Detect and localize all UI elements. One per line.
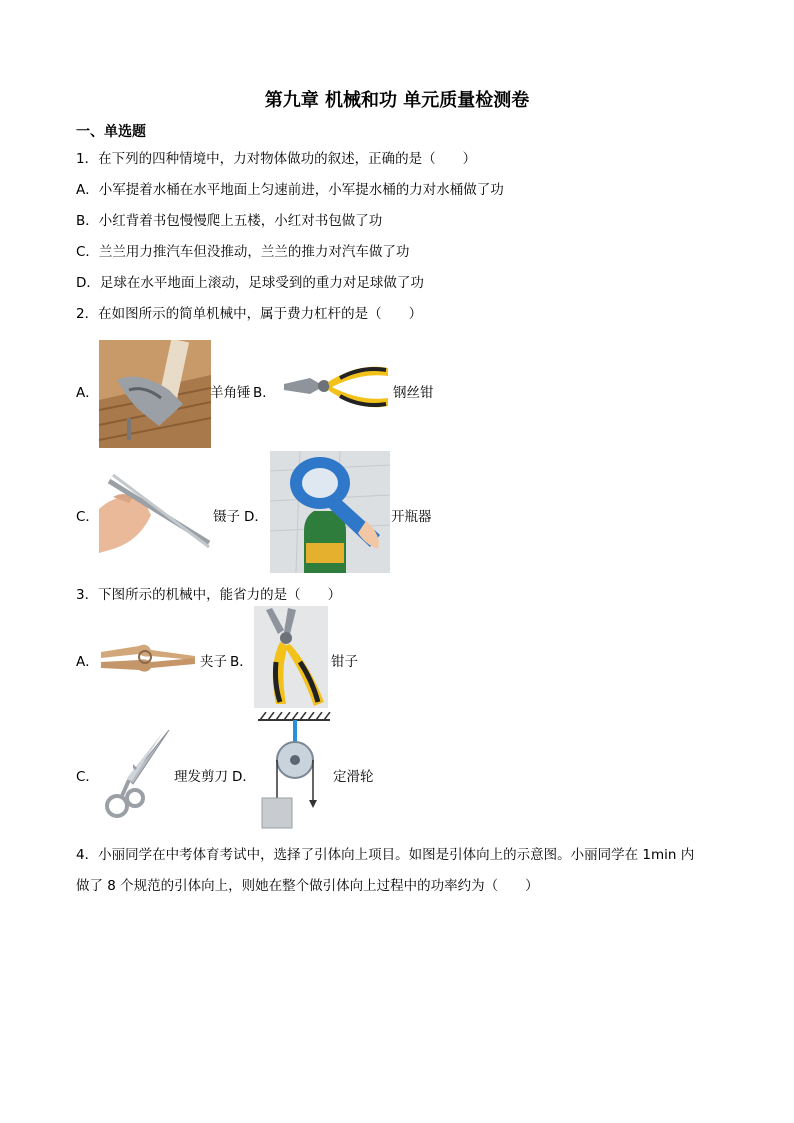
section-heading: 一、单选题	[76, 124, 146, 140]
clothespin-icon	[99, 638, 197, 676]
q2-option-d-name: 开瓶器	[391, 509, 432, 525]
pliers-icon	[280, 356, 392, 418]
q3-option-d-label[interactable]: D．	[232, 769, 256, 785]
q4-stem-line1: 4．小丽同学在中考体育考试中，选择了引体向上项目。如图是引体向上的示意图。小丽同学在 1min 内	[76, 847, 695, 863]
q1-option-b[interactable]: B．小红背着书包慢慢爬上五楼，小红对书包做了功	[76, 213, 383, 229]
q3-option-a-label[interactable]: A．	[76, 654, 99, 670]
q1-stem: 1．在下列的四种情境中，力对物体做功的叙述，正确的是（ ）	[76, 151, 477, 167]
scissors-icon	[99, 728, 171, 824]
q2-option-c-name: 镊子	[213, 509, 240, 525]
q2-option-b-label[interactable]: B．	[253, 385, 276, 401]
q3-option-c-name: 理发剪刀	[174, 769, 228, 785]
q4-stem-line2: 做了 8 个规范的引体向上，则她在整个做引体向上过程中的功率约为（ ）	[76, 878, 539, 894]
q1-option-a[interactable]: A．小军提着水桶在水平地面上匀速前进，小军提水桶的力对水桶做了功	[76, 182, 504, 198]
q2-stem: 2．在如图所示的简单机械中，属于费力杠杆的是（ ）	[76, 306, 423, 322]
q1-option-c[interactable]: C．兰兰用力推汽车但没推动，兰兰的推力对汽车做了功	[76, 244, 410, 260]
q3-option-c-label[interactable]: C．	[76, 769, 99, 785]
q3-option-a-name: 夹子	[200, 654, 227, 670]
pliers-icon	[254, 606, 328, 708]
tweezers-icon	[99, 469, 211, 557]
q2-option-d-label[interactable]: D．	[244, 509, 268, 525]
q2-option-b-name: 钢丝钳	[393, 385, 434, 401]
page-title: 第九章 机械和功 单元质量检测卷	[264, 90, 530, 111]
q3-option-b-name: 钳子	[331, 654, 358, 670]
bottle-opener-icon	[270, 451, 390, 573]
q2-option-a-label[interactable]: A．	[76, 385, 99, 401]
q3-option-d-name: 定滑轮	[333, 769, 374, 785]
hammer-icon	[99, 340, 211, 448]
q3-stem: 3．下图所示的机械中，能省力的是（ ）	[76, 587, 342, 603]
q2-option-a-name: 羊角锤	[210, 385, 251, 401]
q3-option-b-label[interactable]: B．	[230, 654, 253, 670]
q2-option-c-label[interactable]: C．	[76, 509, 99, 525]
q1-option-d[interactable]: D．足球在水平地面上滚动，足球受到的重力对足球做了功	[76, 275, 424, 291]
pulley-icon	[256, 712, 332, 830]
